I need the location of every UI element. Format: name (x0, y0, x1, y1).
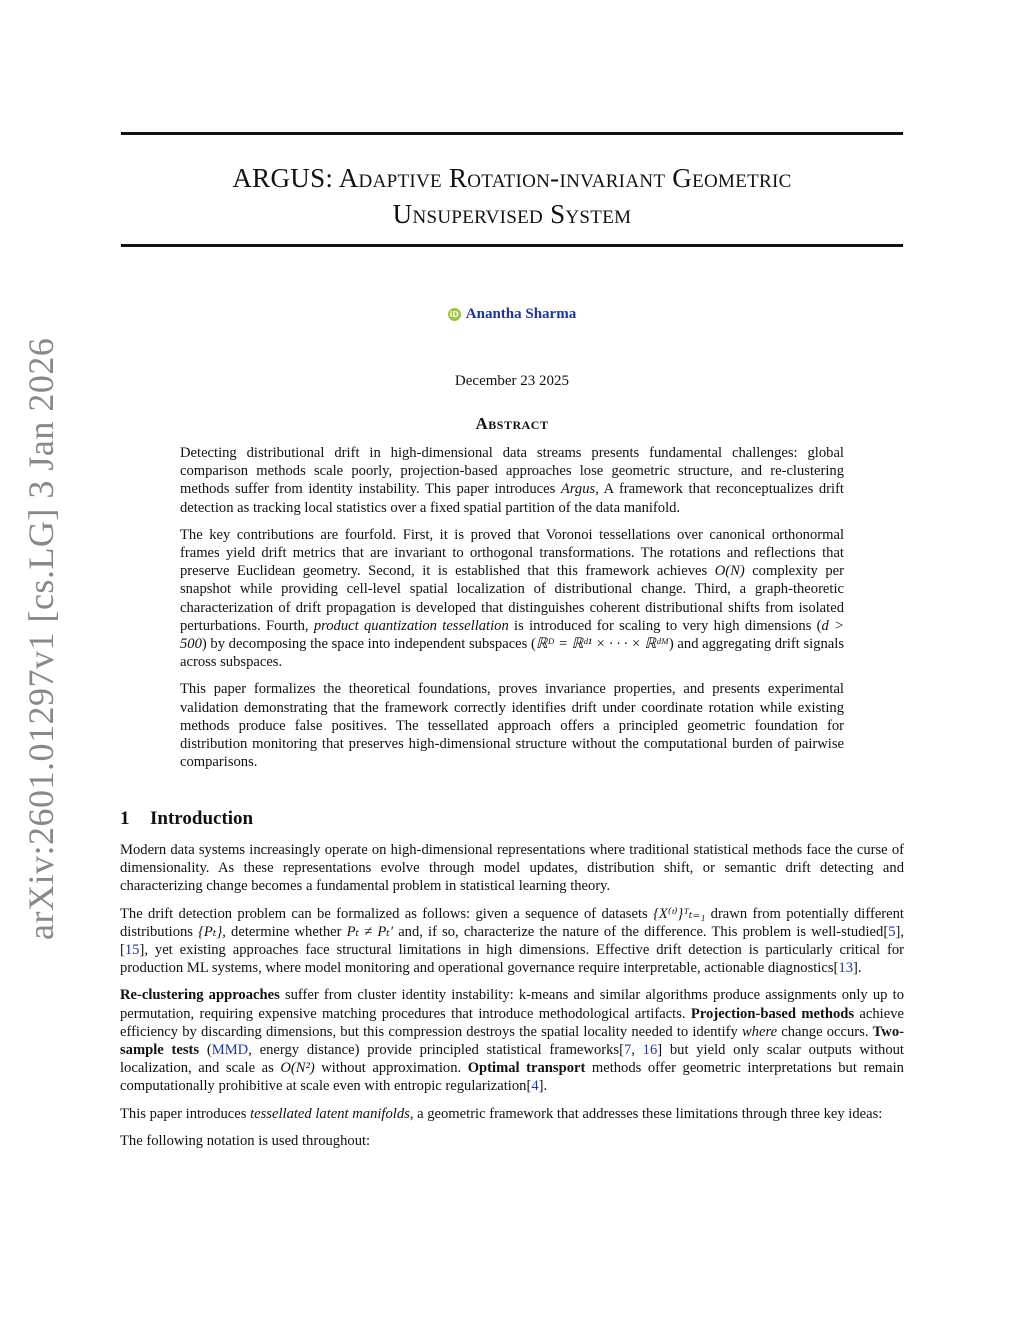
abstract-body (180, 444, 844, 780)
citation-link[interactable]: 15 (124, 942, 140, 959)
intro-paragraph-1: Modern data systems increasingly operate on high-dimensional representations where traditional statistical methods face the curse of dimensionality. As these representations evolve through model updates, distribution shift, or semantic drift detecting and characterizing change becomes a fundamental problem in statistical learning theory. (120, 842, 904, 895)
intro-paragraph-3: Re-clustering approaches suffer from cluster identity instability: k-means and similar algorithms produce assignments only up to permutation, requiring expensive matching procedures that introduce methodological artifacts. Projection-based methods achieve efficiency by discarding dimensions, but this compression destroys the spatial locality needed to identify where change occurs. Two-sample tests (MMD, energy distance) provide principled statistical frameworks[7, 16] but yield only scalar outputs without localization, and scale as O(N²) without approximation. Optimal transport methods offer geometric interpretations but remain computationally prohibitive at scale even with entropic regularization[4]. (120, 987, 905, 1095)
intro-paragraph-2: The drift detection problem can be formalized as follows: given a sequence of datasets {X⁽ᵗ⁾}ᵀₜ₌₁ drawn from potentially different distributions {Pₜ}, determine whether Pₜ ≠ Pₜ′ and, if so, characterize the nature of the difference. This problem is well-studied[5], [15], yet existing approaches face structural limitations in high dimensions. Effective drift detection is particularly critical for production ML systems, where model monitoring and operational governance require interpretable, actionable diagnostics[13]. (120, 905, 904, 977)
mmd-link[interactable]: MMD (211, 1042, 249, 1059)
abstract-paragraph-1: Detecting distributional drift in high-dimensional data streams presents fundamental challenges: global comparison methods scale poorly, projection-based approaches lose geometric structure, and re-clustering methods suffer from identity instability. This paper introduces Argus, A framework that reconceptualizes drift detection as tracking local statistics over a fixed spatial partition of the data manifold. (180, 445, 844, 516)
author-link[interactable]: Anantha Sharma (465, 306, 577, 322)
citation-link[interactable]: 13 (838, 960, 853, 977)
math-subspaces: ℝᴰ = ℝᵈ¹ × · · · × ℝᵈᴹ (535, 636, 669, 653)
paper-title (121, 160, 903, 232)
orcid-icon[interactable]: iD (449, 310, 459, 319)
abstract-paragraph-2: The key contributions are fourfold. First, it is proved that Voronoi tessellations over canonical orthonormal frames yield drift metrics that are invariant to orthogonal transformations. The rotations and reflections that preserve Euclidean geometry. Second, it is established that this framework achieves O(N) complexity per snapshot while providing cell-level spatial localization of distributional change. Third, a graph-theoretic characterization of drift propagation is developed that distinguishes coherent distributional shifts from isolated perturbations. Fourth, product quantization tessellation is introduced for scaling to very high dimensions (d > 500) by decomposing the space into independent subspaces (ℝᴰ = ℝᵈ¹ × · · · × ℝᵈᴹ) and aggregating drift signals across subspaces. (180, 526, 845, 671)
math-dimension: d > 500 (180, 617, 844, 653)
intro-paragraph-5: The following notation is used throughout: (120, 1132, 371, 1149)
citation-link[interactable]: 4 (531, 1078, 539, 1095)
framework-name: Argus (560, 481, 596, 498)
arxiv-sidebar-stamp: arXiv:2601.01297v1 [cs.LG] 3 Jan 2026 (21, 337, 61, 940)
title-top-rule (121, 132, 903, 135)
intro-paragraph-4: This paper introduces tessellated latent manifolds, a geometric framework that addresses these limitations through three key ideas: (120, 1105, 883, 1122)
title-line-2: Unsupervised System (392, 199, 632, 229)
introduction-body (120, 841, 904, 1159)
citation-link[interactable]: 16 (642, 1042, 658, 1059)
math-complexity: O(N) (714, 563, 745, 580)
abstract-paragraph-3: This paper formalizes the theoretical foundations, proves invariance properties, and presents experimental validation demonstrating that the framework correctly identifies drift under coordinate rotation while existing methods produce false positives. The tessellated approach offers a principled geometric foundation for distribution monitoring that preserves high-dimensional structure without the computational burden of pairwise comparisons. (180, 681, 844, 771)
author-line (0, 306, 1024, 323)
section-heading-introduction: 1 Introduction (120, 808, 254, 829)
abstract-heading: Abstract (475, 414, 549, 433)
publication-date: December 23 2025 (454, 373, 570, 389)
citation-link[interactable]: 5 (888, 923, 896, 940)
title-bottom-rule (121, 244, 903, 247)
title-line-1: ARGUS: Adaptive Rotation-invariant Geometric (232, 163, 792, 193)
citation-link[interactable]: 7 (623, 1042, 632, 1059)
